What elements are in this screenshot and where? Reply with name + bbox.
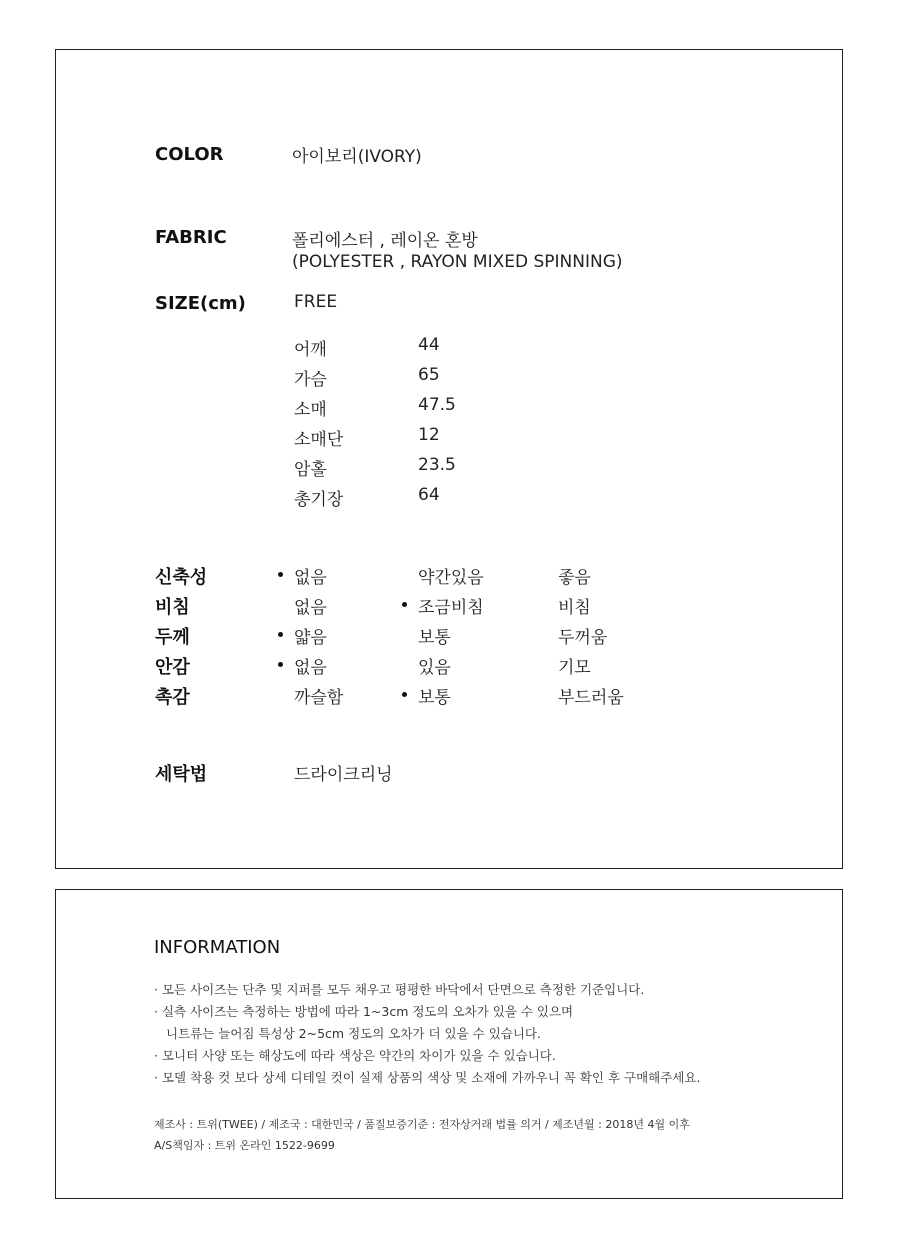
property-option: 까슬함 [294, 688, 344, 708]
measurement-value: 65 [418, 365, 440, 385]
measurement-value: 64 [418, 485, 440, 505]
info-line: · 모든 사이즈는 단추 및 지퍼를 모두 채우고 평평한 바닥에서 단면으로 측정한 기준입니다. [154, 982, 645, 997]
information-title: INFORMATION [154, 937, 281, 958]
selected-bullet-icon [278, 662, 283, 667]
property-option: 보통 [418, 628, 451, 648]
measurement-value: 47.5 [418, 395, 456, 415]
manufacturer-info: 제조사 : 트위(TWEE) / 제조국 : 대한민국 / 품질보증기준 : 전자상거래 법률 의거 / 제조년월 : 2018년 4월 이후 [154, 1118, 690, 1131]
selected-bullet-icon [278, 632, 283, 637]
color-label: COLOR [155, 144, 224, 165]
measurement-value: 12 [418, 425, 440, 445]
property-label: 두께 [155, 627, 190, 648]
measurement-value: 23.5 [418, 455, 456, 475]
color-value: 아이보리(IVORY) [292, 147, 422, 167]
property-option: 없음 [294, 568, 327, 588]
property-option: 부드러움 [558, 688, 624, 708]
wash-value: 드라이크리닝 [294, 765, 393, 785]
property-option: 보통 [418, 688, 451, 708]
measurement-name: 암홀 [294, 460, 327, 480]
info-line: 니트류는 늘어짐 특성상 2~5cm 정도의 오차가 더 있을 수 있습니다. [166, 1026, 541, 1041]
as-contact-info: A/S책임자 : 트위 온라인 1522-9699 [154, 1139, 335, 1152]
property-option: 없음 [294, 598, 327, 618]
info-line: · 모니터 사양 또는 해상도에 따라 색상은 약간의 차이가 있을 수 있습니다. [154, 1048, 556, 1063]
measurement-name: 어깨 [294, 340, 327, 360]
selected-bullet-icon [402, 602, 407, 607]
property-label: 안감 [155, 657, 190, 678]
property-label: 비침 [155, 597, 190, 618]
property-option: 없음 [294, 658, 327, 678]
selected-bullet-icon [402, 692, 407, 697]
measurement-name: 가슴 [294, 370, 327, 390]
measurement-name: 소매단 [294, 430, 344, 450]
property-option: 있음 [418, 658, 451, 678]
property-option: 기모 [558, 658, 591, 678]
property-label: 촉감 [155, 687, 190, 708]
property-option: 두꺼움 [558, 628, 608, 648]
fabric-label: FABRIC [155, 227, 227, 248]
size-value: FREE [294, 292, 338, 312]
measurement-value: 44 [418, 335, 440, 355]
property-option: 조금비침 [418, 598, 484, 618]
info-line: · 모델 착용 컷 보다 상세 디테일 컷이 실제 상품의 색상 및 소재에 가까우니 꼭 확인 후 구매해주세요. [154, 1070, 701, 1085]
property-option: 비침 [558, 598, 591, 618]
measurement-name: 총기장 [294, 490, 344, 510]
selected-bullet-icon [278, 572, 283, 577]
measurement-name: 소매 [294, 400, 327, 420]
size-label: SIZE(cm) [155, 293, 246, 314]
fabric-value: 폴리에스터 , 레이온 혼방 [292, 231, 478, 251]
property-option: 얇음 [294, 628, 327, 648]
wash-label: 세탁법 [155, 764, 208, 785]
property-label: 신축성 [155, 567, 208, 588]
fabric-value-english: (POLYESTER , RAYON MIXED SPINNING) [292, 252, 623, 272]
property-option: 약간있음 [418, 568, 484, 588]
info-line: · 실측 사이즈는 측정하는 방법에 따라 1~3cm 정도의 오차가 있을 수 있으며 [154, 1004, 574, 1019]
property-option: 좋음 [558, 568, 591, 588]
